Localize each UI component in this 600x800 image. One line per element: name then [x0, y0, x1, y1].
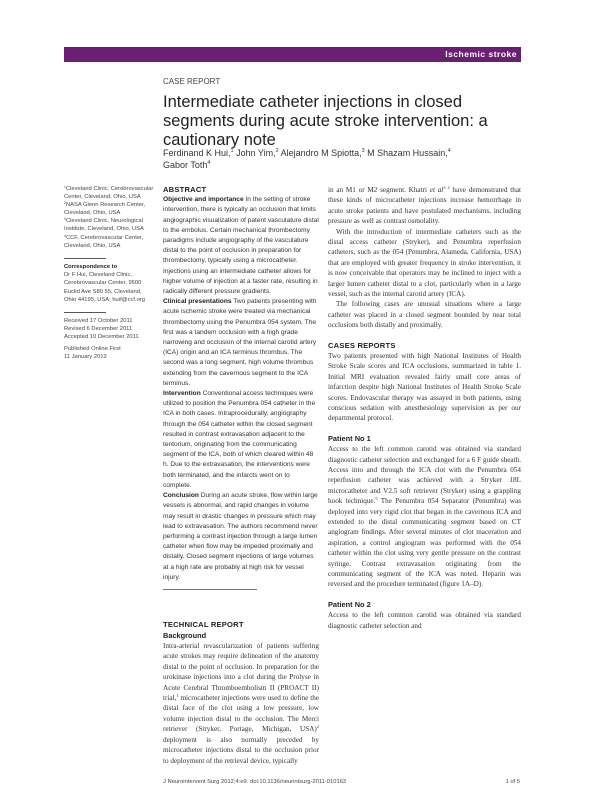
reference: 1	[176, 693, 179, 699]
abstract-text: During an acute stroke, flow within large vessels is abnormal, and rapid changes in volume may result in drastic changes in pressure which may lead to extravasation. The authors recommend never performing a contrast injection through a large lumen catheter when flow may be impeded proximally and distally. Closed segment injections of large volumes at a high rate are probably at high risk for vessel injury.	[163, 492, 318, 581]
abstract-heading: ABSTRACT	[163, 185, 207, 194]
affiliation: NASA Glenn Research Center, Cleveland, Ohio, USA	[64, 202, 146, 217]
abstract-label: Objective and importance	[163, 196, 244, 204]
correspondence-address: Dr F Hui, Cleveland Clinic, Cerebrovascular Center, 9500 Euclid Ave S80 55, Cleveland, Ohio 44195, USA; huif@ccf.org	[64, 272, 145, 303]
text: Access to the left common carotid was obtained via standard diagnostic catheter selection and exchanged for a 6 F guide sheath. Access into and through the ICA clot with the Penumbra 054 reperfusion catheter was achieved with a Stryker 18L microcatheter and V2.5 soft retriever (Stryker) using a grappling hook technique.	[328, 445, 521, 506]
text: The Penumbra 054 Separator (Penumbra) was deployed into very rigid clot that began in the cavernous ICA and extended to the distal communicating segment based on CT angiogram findings. After several minutes of clot maceration and aspiration, a control angiogram was performed with the 054 catheter within the clot using very gentle pressure on the contrast syringe. Contrast extravasation originating from the communicating segment of the ICA was noted. Heparin was reversed and the procedure terminated (figure 1A–D).	[328, 497, 521, 589]
reference: 2	[316, 724, 319, 730]
paragraph: The following cases are unusual situations where a large catheter was placed in a closed segment bounded by near total occlusions both distally and proximally.	[328, 300, 521, 330]
author: M Shazam Hussain,	[367, 148, 448, 158]
paragraph	[328, 444, 521, 590]
text: microcatheter injections were used to define the distal face of the clot using a low pressure, low volume injection distal to the occlusion. The Merci retriever (Stryker, Portage, Michigan, USA)	[163, 694, 319, 734]
article-type: CASE REPORT	[163, 77, 221, 86]
author: Ferdinand K Hui,	[163, 148, 231, 158]
author: John Yim,	[236, 148, 276, 158]
abstract-text: Conventional access techniques were utilized to position the Penumbra 054 catheter in the ICA in both cases. Intraprocedurally, angiography through the 054 catheter within the closed segment resulted in contrast extravasation adjacent to the tentorium, originating from the communicating segment of the ICA, both of which cleared within 48 h. Due to the extravasation, the interventions were both terminated, and the infarcts went on to complete.	[163, 390, 316, 489]
author-affiliation: 4	[207, 160, 211, 166]
affiliation-number: 3	[64, 217, 66, 222]
correspondence	[64, 263, 154, 303]
divider	[163, 589, 257, 591]
abstract-label: Intervention	[163, 390, 201, 398]
abstract-text: In the setting of stroke intervention, there is typically an occlusion that limits angiographic visualization of patent vasculature distal to the embolus. Certain mechanical thrombectomy paradigms include angiography of the vasculature distal to the point of occlusion in preparation for thrombectomy, typically using a microcatheter. Injections using an intermediate catheter allows for higher volume of injection at a faster rate, resulting in radically different pressure gradients.	[163, 196, 319, 296]
author-affiliation: 4	[447, 148, 451, 154]
paragraph	[328, 185, 521, 227]
abstract-section	[163, 491, 319, 583]
page-number: 1 of 5	[505, 778, 520, 785]
affiliation-number: 2	[64, 201, 66, 206]
technical-report	[163, 620, 319, 765]
author-list	[163, 147, 523, 171]
affiliation-number: 4	[64, 233, 66, 238]
section-heading: CASES REPORTS	[328, 340, 396, 350]
published-label: Published Online First	[64, 345, 121, 352]
paragraph: Two patients presented with high National Institutes of Health Stroke Scale scores and ICA occlusions, summarized in table 1. Initial MRI evaluation revealed fairly small core areas of infarction despite high National Institutes of Health Stroke Scale scores. Endovascular therapy was assayed in both patients, using conscious sedation with anesthesiology supervision as per our departmental protocol.	[328, 351, 521, 423]
received-date: Received 17 October 2011	[64, 318, 133, 325]
abstract	[163, 185, 319, 583]
abstract-text: Two patients presenting with acute ischemic stroke were treated via mechanical thrombectomy using the Penumbra 054 system. The first was a tandem occlusion with a high grade narrowing and occlusion of the internal carotid artery (ICA) origin and an ICA terminus thrombus. The second was a long segment, high volume thrombus extending from the cavernous segment to the ICA terminus.	[163, 298, 317, 387]
affiliations	[64, 185, 154, 250]
reference: 5	[375, 496, 378, 502]
divider	[64, 312, 106, 314]
text: have demonstrated that these kinds of microcatheter injections increase hemorrhage in acute stroke patients and have postulated mechanisms, including pressure as well as contrast osmolality.	[328, 186, 521, 226]
text: in an M1 or M2 segment. Khatri	[328, 186, 430, 194]
section-label: Ischemic stroke	[445, 49, 517, 59]
text: deployment is also normally preceded by microcatheter injections distal to the occlusion prior to deployment of the retrieval device, typically	[163, 735, 319, 765]
published-date: 11 January 2012	[64, 353, 107, 360]
author-affiliation: 1	[230, 148, 234, 154]
subsection-heading: Background	[163, 630, 207, 640]
affiliation: Cleveland Clinic, Neurological Institute, Cleveland, Ohio, USA	[64, 218, 144, 233]
paragraph: With the introduction of intermediate catheters such as the distal access catheter (Stryker), and Penumbra reperfusion catheters, such as the 054 (Penumbra, Alameda, California, USA) that are employed with greater frequency in stroke intervention, it is now conceivable that operators may be inclined to inject with a larger lumen catheter distal to a clot, particularly when in a large vessel, such as the internal carotid artery (ICA).	[328, 227, 521, 299]
subsection-heading: Patient No 2	[328, 599, 371, 609]
text: et al	[429, 186, 444, 194]
right-column	[328, 185, 521, 631]
affiliation: Cleveland Clinic, Cerebrovascular Center, Cleveland, Ohio, USA	[64, 186, 154, 201]
abstract-label: Conclusion	[163, 492, 199, 500]
subsection-heading: Patient No 1	[328, 433, 371, 443]
sidebar	[64, 185, 154, 361]
divider	[64, 258, 106, 260]
author-affiliation: 3	[361, 148, 365, 154]
abstract-label: Clinical presentations	[163, 298, 232, 306]
abstract-section	[163, 389, 319, 491]
section-band	[64, 47, 521, 62]
paragraph	[163, 641, 319, 766]
article-title: Intermediate catheter injections in closed segments during acute stroke intervention: a cautionary note	[163, 93, 488, 149]
author: Alejandro M Spiotta,	[280, 148, 362, 158]
text: Intra-arterial revascularization of patients suffering acute strokes may require delineation of the anatomy distal to the point of occlusion. In preparation for the urokinase injections into a clot during the Prolyse in Acute Cerebral Thromboembolism II (PROACT II) trial,	[163, 642, 319, 703]
section-heading: TECHNICAL REPORT	[163, 620, 244, 630]
article-body	[64, 185, 600, 766]
revised-date: Revised 6 December 2011	[64, 326, 133, 333]
middle-column	[163, 185, 319, 766]
reference: 3 4	[443, 185, 450, 190]
author-affiliation: 2	[275, 148, 279, 154]
correspondence-heading: Correspondence to	[64, 264, 118, 271]
affiliation-number: 1	[64, 185, 66, 189]
accepted-date: Accepted 10 December 2011	[64, 334, 139, 341]
abstract-section	[163, 195, 319, 297]
footer-citation: J Neurointervent Surg 2012;4:e9. doi:10.1136/neurintsurg-2011-010163	[163, 778, 347, 785]
paragraph: Access to the left common carotid was obtained via standard diagnostic catheter selection and	[328, 611, 521, 630]
abstract-section	[163, 297, 319, 389]
author: Gabor Toth	[163, 160, 208, 170]
affiliation: CCF, Cerebrovascular Center, Cleveland, Ohio, USA	[64, 234, 144, 249]
article-dates	[64, 317, 154, 360]
